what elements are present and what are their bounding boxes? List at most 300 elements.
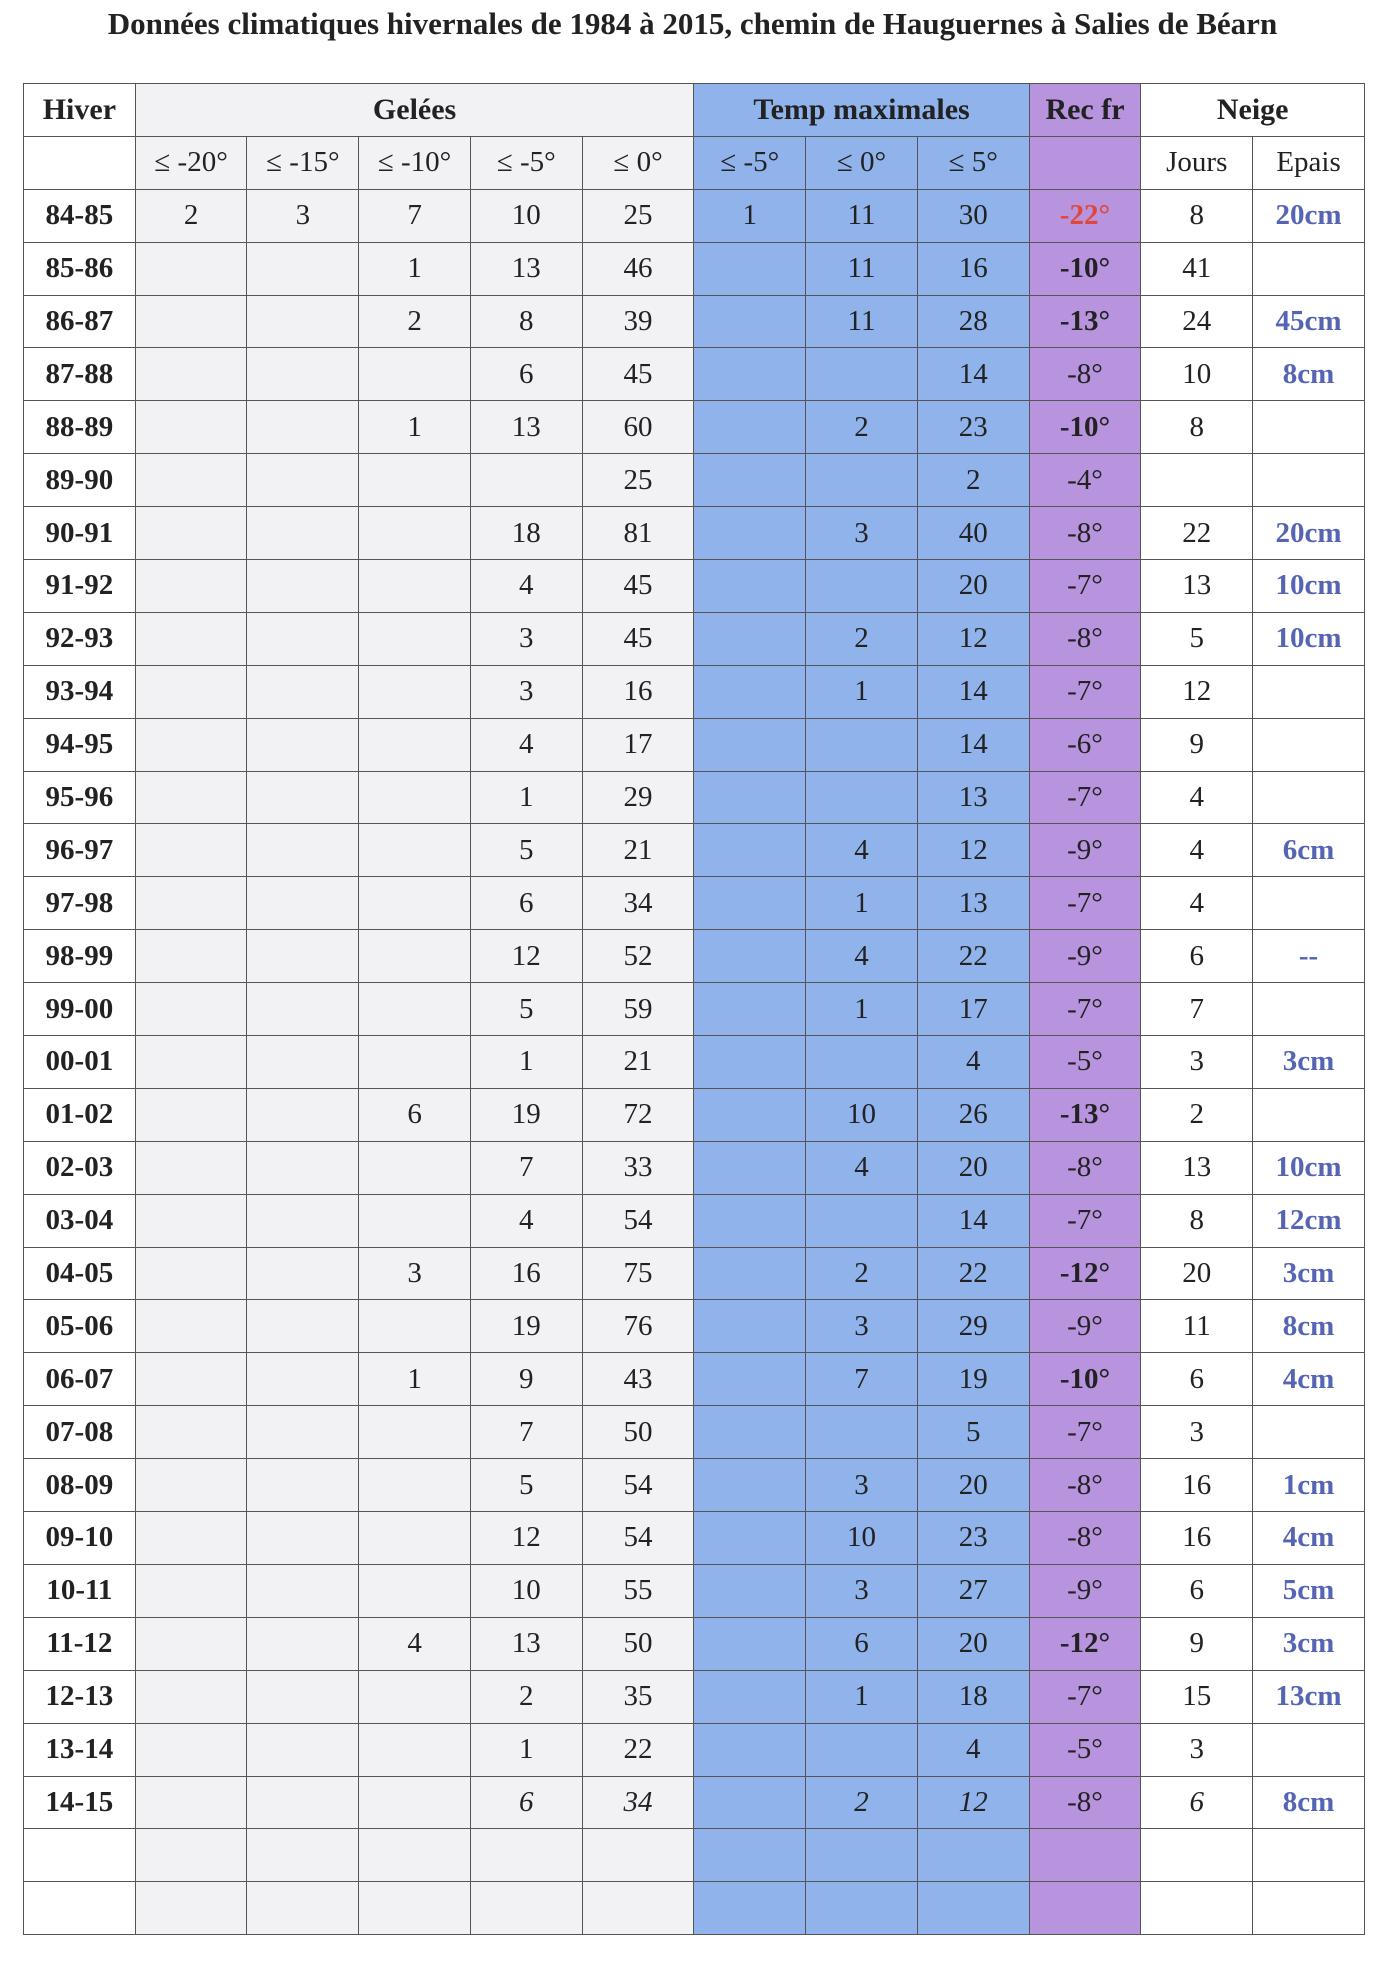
cell-gel-15 <box>247 877 359 930</box>
cell-hiver: 14-15 <box>24 1776 136 1829</box>
cell-rec-fr: -10° <box>1029 242 1141 295</box>
cell-rec-fr <box>1029 1882 1141 1935</box>
cell-neige-epais <box>1253 1723 1365 1776</box>
cell-gel-5: 8 <box>470 295 582 348</box>
cell-tmax-5 <box>694 454 806 507</box>
cell-gel-15 <box>247 1459 359 1512</box>
cell-neige-epais <box>1253 877 1365 930</box>
cell-gel-20 <box>135 612 247 665</box>
cell-gel-15 <box>247 983 359 1036</box>
cell-hiver: 02-03 <box>24 1141 136 1194</box>
cell-tmax-p5: 5 <box>917 1406 1029 1459</box>
cell-neige-epais <box>1253 1406 1365 1459</box>
cell-gel-10 <box>359 1829 471 1882</box>
cell-gel-20 <box>135 771 247 824</box>
cell-hiver: 89-90 <box>24 454 136 507</box>
header-gelees: Gelées <box>135 84 694 137</box>
cell-gel-20 <box>135 1459 247 1512</box>
cell-tmax-0: 2 <box>806 1247 918 1300</box>
cell-rec-fr: -8° <box>1029 1459 1141 1512</box>
cell-gel-5: 13 <box>470 1617 582 1670</box>
cell-tmax-p5: 19 <box>917 1353 1029 1406</box>
cell-hiver: 11-12 <box>24 1617 136 1670</box>
table-row <box>24 824 1365 877</box>
cell-neige-jours: 9 <box>1141 718 1253 771</box>
cell-gel-10: 3 <box>359 1247 471 1300</box>
cell-gel-0 <box>582 1882 694 1935</box>
cell-gel-20 <box>135 295 247 348</box>
header-temp-max: Temp maximales <box>694 84 1029 137</box>
cell-gel-5 <box>470 1829 582 1882</box>
cell-gel-20 <box>135 1882 247 1935</box>
cell-hiver: 05-06 <box>24 1300 136 1353</box>
cell-gel-15 <box>247 1670 359 1723</box>
cell-neige-epais <box>1253 1882 1365 1935</box>
cell-gel-0: 25 <box>582 454 694 507</box>
cell-rec-fr: -7° <box>1029 665 1141 718</box>
cell-neige-jours: 41 <box>1141 242 1253 295</box>
header-row <box>24 84 1365 137</box>
cell-tmax-0 <box>806 560 918 613</box>
cell-tmax-0: 3 <box>806 507 918 560</box>
cell-gel-15 <box>247 718 359 771</box>
cell-gel-20 <box>135 1088 247 1141</box>
cell-neige-jours: 10 <box>1141 348 1253 401</box>
cell-gel-5: 13 <box>470 242 582 295</box>
cell-rec-fr: -5° <box>1029 1036 1141 1089</box>
cell-hiver: 06-07 <box>24 1353 136 1406</box>
cell-tmax-5 <box>694 1088 806 1141</box>
cell-hiver: 97-98 <box>24 877 136 930</box>
subheader-gel-0: ≤ 0° <box>582 136 694 189</box>
cell-hiver: 93-94 <box>24 665 136 718</box>
cell-tmax-0: 7 <box>806 1353 918 1406</box>
cell-neige-epais: 20cm <box>1253 507 1365 560</box>
cell-rec-fr: -12° <box>1029 1617 1141 1670</box>
cell-neige-jours: 13 <box>1141 1141 1253 1194</box>
cell-hiver: 07-08 <box>24 1406 136 1459</box>
cell-hiver: 92-93 <box>24 612 136 665</box>
cell-neige-epais <box>1253 1088 1365 1141</box>
cell-hiver: 86-87 <box>24 295 136 348</box>
cell-tmax-0 <box>806 1036 918 1089</box>
table-row <box>24 454 1365 507</box>
cell-tmax-0 <box>806 1829 918 1882</box>
cell-gel-15 <box>247 1406 359 1459</box>
cell-gel-5: 7 <box>470 1406 582 1459</box>
table-row <box>24 1564 1365 1617</box>
table-row <box>24 1512 1365 1565</box>
cell-tmax-5 <box>694 612 806 665</box>
cell-rec-fr: -8° <box>1029 348 1141 401</box>
cell-tmax-0: 1 <box>806 877 918 930</box>
cell-rec-fr: -7° <box>1029 877 1141 930</box>
subheader-row <box>24 136 1365 189</box>
cell-gel-15 <box>247 1882 359 1935</box>
cell-gel-0: 55 <box>582 1564 694 1617</box>
cell-tmax-p5: 17 <box>917 983 1029 1036</box>
table-row <box>24 1194 1365 1247</box>
cell-tmax-0: 11 <box>806 242 918 295</box>
cell-gel-0: 54 <box>582 1194 694 1247</box>
cell-neige-epais <box>1253 983 1365 1036</box>
cell-gel-0: 22 <box>582 1723 694 1776</box>
cell-gel-20 <box>135 1353 247 1406</box>
cell-hiver: 85-86 <box>24 242 136 295</box>
cell-rec-fr: -8° <box>1029 1776 1141 1829</box>
table-row <box>24 1353 1365 1406</box>
cell-tmax-p5: 14 <box>917 718 1029 771</box>
cell-gel-20 <box>135 1141 247 1194</box>
table-row <box>24 1776 1365 1829</box>
cell-gel-20 <box>135 1512 247 1565</box>
cell-tmax-5 <box>694 1882 806 1935</box>
cell-neige-jours: 16 <box>1141 1459 1253 1512</box>
cell-tmax-p5: 28 <box>917 295 1029 348</box>
cell-hiver <box>24 1882 136 1935</box>
cell-rec-fr: -4° <box>1029 454 1141 507</box>
cell-gel-5 <box>470 1882 582 1935</box>
cell-gel-5: 9 <box>470 1353 582 1406</box>
cell-tmax-p5: 14 <box>917 1194 1029 1247</box>
cell-gel-0 <box>582 1829 694 1882</box>
cell-gel-0: 60 <box>582 401 694 454</box>
cell-gel-5: 19 <box>470 1300 582 1353</box>
cell-tmax-5 <box>694 1776 806 1829</box>
cell-gel-0: 33 <box>582 1141 694 1194</box>
cell-neige-epais: 10cm <box>1253 560 1365 613</box>
cell-gel-5: 5 <box>470 983 582 1036</box>
table-row <box>24 1882 1365 1935</box>
cell-gel-0: 76 <box>582 1300 694 1353</box>
cell-gel-15 <box>247 348 359 401</box>
table-row <box>24 295 1365 348</box>
cell-gel-15 <box>247 665 359 718</box>
cell-tmax-5 <box>694 1194 806 1247</box>
table-row <box>24 1617 1365 1670</box>
cell-tmax-p5: 14 <box>917 665 1029 718</box>
cell-gel-5: 4 <box>470 718 582 771</box>
cell-gel-0: 54 <box>582 1512 694 1565</box>
subheader-gel-10: ≤ -10° <box>359 136 471 189</box>
cell-tmax-p5: 40 <box>917 507 1029 560</box>
cell-tmax-p5: 27 <box>917 1564 1029 1617</box>
cell-rec-fr: -22° <box>1029 189 1141 242</box>
cell-gel-10 <box>359 824 471 877</box>
cell-neige-epais: 3cm <box>1253 1617 1365 1670</box>
cell-tmax-5 <box>694 1353 806 1406</box>
cell-neige-epais: 4cm <box>1253 1512 1365 1565</box>
cell-tmax-5 <box>694 1670 806 1723</box>
cell-neige-jours: 3 <box>1141 1406 1253 1459</box>
cell-gel-0: 29 <box>582 771 694 824</box>
cell-neige-jours: 16 <box>1141 1512 1253 1565</box>
cell-gel-5: 1 <box>470 771 582 824</box>
cell-gel-15 <box>247 1776 359 1829</box>
cell-gel-5: 2 <box>470 1670 582 1723</box>
cell-gel-5: 1 <box>470 1036 582 1089</box>
cell-gel-20 <box>135 718 247 771</box>
cell-tmax-p5: 22 <box>917 1247 1029 1300</box>
cell-neige-jours: 2 <box>1141 1088 1253 1141</box>
cell-tmax-0: 3 <box>806 1564 918 1617</box>
cell-gel-5: 3 <box>470 665 582 718</box>
cell-tmax-0: 3 <box>806 1300 918 1353</box>
table-row <box>24 1670 1365 1723</box>
table-row <box>24 1141 1365 1194</box>
cell-tmax-0: 2 <box>806 401 918 454</box>
cell-gel-20 <box>135 1036 247 1089</box>
cell-tmax-p5: 20 <box>917 1617 1029 1670</box>
cell-tmax-0: 4 <box>806 824 918 877</box>
cell-gel-10 <box>359 612 471 665</box>
cell-rec-fr: -7° <box>1029 1670 1141 1723</box>
cell-rec-fr: -10° <box>1029 401 1141 454</box>
cell-tmax-0 <box>806 348 918 401</box>
cell-tmax-p5 <box>917 1829 1029 1882</box>
cell-gel-0: 39 <box>582 295 694 348</box>
cell-gel-5: 10 <box>470 1564 582 1617</box>
cell-gel-10 <box>359 1670 471 1723</box>
header-hiver: Hiver <box>24 84 136 137</box>
cell-neige-epais: 10cm <box>1253 612 1365 665</box>
cell-tmax-p5: 20 <box>917 1141 1029 1194</box>
cell-neige-jours: 6 <box>1141 1776 1253 1829</box>
cell-neige-jours: 12 <box>1141 665 1253 718</box>
subheader-rec <box>1029 136 1141 189</box>
cell-tmax-p5: 18 <box>917 1670 1029 1723</box>
cell-tmax-5 <box>694 877 806 930</box>
cell-gel-5: 7 <box>470 1141 582 1194</box>
cell-gel-10: 2 <box>359 295 471 348</box>
cell-neige-epais <box>1253 718 1365 771</box>
table-row <box>24 771 1365 824</box>
cell-tmax-p5: 16 <box>917 242 1029 295</box>
cell-tmax-0: 4 <box>806 1141 918 1194</box>
table-row <box>24 1300 1365 1353</box>
table-row <box>24 718 1365 771</box>
cell-gel-20 <box>135 983 247 1036</box>
cell-gel-0: 21 <box>582 824 694 877</box>
cell-gel-15 <box>247 242 359 295</box>
cell-gel-5 <box>470 454 582 507</box>
cell-tmax-5 <box>694 930 806 983</box>
cell-tmax-5 <box>694 348 806 401</box>
cell-tmax-0: 10 <box>806 1088 918 1141</box>
cell-tmax-0: 11 <box>806 295 918 348</box>
cell-hiver: 99-00 <box>24 983 136 1036</box>
cell-gel-10 <box>359 1564 471 1617</box>
header-rec-fr: Rec fr <box>1029 84 1141 137</box>
cell-tmax-p5: 2 <box>917 454 1029 507</box>
cell-tmax-p5: 20 <box>917 1459 1029 1512</box>
subheader-jours: Jours <box>1141 136 1253 189</box>
cell-gel-20 <box>135 1617 247 1670</box>
table-row <box>24 1247 1365 1300</box>
cell-gel-20 <box>135 1194 247 1247</box>
cell-gel-10 <box>359 348 471 401</box>
cell-hiver: 98-99 <box>24 930 136 983</box>
cell-neige-jours <box>1141 1882 1253 1935</box>
cell-gel-15 <box>247 771 359 824</box>
table-row <box>24 930 1365 983</box>
cell-gel-15 <box>247 507 359 560</box>
cell-gel-5: 12 <box>470 930 582 983</box>
cell-neige-epais <box>1253 242 1365 295</box>
cell-neige-jours: 20 <box>1141 1247 1253 1300</box>
cell-gel-0: 72 <box>582 1088 694 1141</box>
cell-hiver: 01-02 <box>24 1088 136 1141</box>
cell-gel-5: 13 <box>470 401 582 454</box>
cell-gel-10 <box>359 1300 471 1353</box>
cell-tmax-5 <box>694 1723 806 1776</box>
cell-gel-5: 3 <box>470 612 582 665</box>
cell-tmax-0: 1 <box>806 665 918 718</box>
cell-gel-20 <box>135 1723 247 1776</box>
cell-hiver: 96-97 <box>24 824 136 877</box>
cell-tmax-5 <box>694 1617 806 1670</box>
cell-gel-15 <box>247 1512 359 1565</box>
cell-gel-0: 43 <box>582 1353 694 1406</box>
cell-neige-epais: 3cm <box>1253 1036 1365 1089</box>
cell-neige-epais: 13cm <box>1253 1670 1365 1723</box>
cell-rec-fr: -7° <box>1029 1406 1141 1459</box>
subheader-tmax-0: ≤ 0° <box>806 136 918 189</box>
cell-gel-20 <box>135 242 247 295</box>
cell-hiver: 84-85 <box>24 189 136 242</box>
cell-tmax-0: 2 <box>806 1776 918 1829</box>
table-row <box>24 612 1365 665</box>
cell-gel-15 <box>247 1617 359 1670</box>
cell-rec-fr: -7° <box>1029 1194 1141 1247</box>
cell-tmax-p5: 20 <box>917 560 1029 613</box>
cell-gel-20 <box>135 1406 247 1459</box>
cell-gel-10 <box>359 560 471 613</box>
cell-neige-jours <box>1141 1829 1253 1882</box>
cell-tmax-p5: 13 <box>917 771 1029 824</box>
cell-gel-0: 52 <box>582 930 694 983</box>
cell-gel-10: 6 <box>359 1088 471 1141</box>
cell-gel-15 <box>247 454 359 507</box>
cell-hiver: 04-05 <box>24 1247 136 1300</box>
cell-tmax-0 <box>806 1882 918 1935</box>
cell-neige-epais: 3cm <box>1253 1247 1365 1300</box>
cell-hiver: 00-01 <box>24 1036 136 1089</box>
cell-neige-jours: 6 <box>1141 1353 1253 1406</box>
cell-gel-10 <box>359 1512 471 1565</box>
cell-gel-10 <box>359 718 471 771</box>
cell-neige-epais: 8cm <box>1253 1776 1365 1829</box>
cell-neige-jours: 24 <box>1141 295 1253 348</box>
cell-gel-15 <box>247 1036 359 1089</box>
cell-rec-fr: -12° <box>1029 1247 1141 1300</box>
cell-rec-fr: -13° <box>1029 295 1141 348</box>
cell-gel-20 <box>135 1776 247 1829</box>
cell-neige-epais: 45cm <box>1253 295 1365 348</box>
cell-tmax-5 <box>694 507 806 560</box>
table-row <box>24 507 1365 560</box>
cell-neige-jours: 3 <box>1141 1036 1253 1089</box>
cell-hiver: 13-14 <box>24 1723 136 1776</box>
subheader-hiver-empty <box>24 136 136 189</box>
cell-gel-10 <box>359 1776 471 1829</box>
cell-tmax-5 <box>694 1406 806 1459</box>
cell-neige-jours: 9 <box>1141 1617 1253 1670</box>
cell-tmax-5 <box>694 560 806 613</box>
cell-gel-10 <box>359 1459 471 1512</box>
cell-hiver: 12-13 <box>24 1670 136 1723</box>
cell-gel-20 <box>135 1829 247 1882</box>
cell-hiver: 95-96 <box>24 771 136 824</box>
cell-gel-5: 10 <box>470 189 582 242</box>
cell-gel-5: 4 <box>470 1194 582 1247</box>
subheader-tmax-p5: ≤ 5° <box>917 136 1029 189</box>
cell-tmax-5 <box>694 983 806 1036</box>
cell-hiver: 08-09 <box>24 1459 136 1512</box>
cell-neige-epais: 8cm <box>1253 348 1365 401</box>
cell-gel-20 <box>135 930 247 983</box>
cell-neige-jours: 5 <box>1141 612 1253 665</box>
cell-gel-10: 4 <box>359 1617 471 1670</box>
cell-neige-jours: 7 <box>1141 983 1253 1036</box>
cell-gel-20 <box>135 401 247 454</box>
table-body <box>24 189 1365 1934</box>
cell-gel-0: 35 <box>582 1670 694 1723</box>
cell-rec-fr: -8° <box>1029 507 1141 560</box>
cell-tmax-p5: 26 <box>917 1088 1029 1141</box>
cell-gel-5: 6 <box>470 1776 582 1829</box>
cell-rec-fr: -6° <box>1029 718 1141 771</box>
cell-tmax-5: 1 <box>694 189 806 242</box>
cell-tmax-p5: 13 <box>917 877 1029 930</box>
cell-tmax-5 <box>694 1247 806 1300</box>
cell-gel-15 <box>247 1564 359 1617</box>
climate-table <box>23 83 1365 1935</box>
page-title: Données climatiques hivernales de 1984 à 2015, chemin de Hauguernes à Salies de Béarn <box>107 6 1278 41</box>
table-row <box>24 348 1365 401</box>
cell-gel-15 <box>247 1353 359 1406</box>
cell-neige-jours: 13 <box>1141 560 1253 613</box>
cell-rec-fr: -9° <box>1029 1300 1141 1353</box>
cell-gel-0: 54 <box>582 1459 694 1512</box>
cell-gel-5: 19 <box>470 1088 582 1141</box>
cell-gel-15 <box>247 1141 359 1194</box>
cell-tmax-0: 6 <box>806 1617 918 1670</box>
cell-hiver: 03-04 <box>24 1194 136 1247</box>
table-row <box>24 1036 1365 1089</box>
cell-gel-15 <box>247 1247 359 1300</box>
cell-rec-fr <box>1029 1829 1141 1882</box>
cell-hiver: 94-95 <box>24 718 136 771</box>
cell-neige-epais: 5cm <box>1253 1564 1365 1617</box>
cell-gel-20 <box>135 824 247 877</box>
cell-gel-20 <box>135 1670 247 1723</box>
cell-gel-0: 34 <box>582 877 694 930</box>
cell-gel-10 <box>359 877 471 930</box>
cell-tmax-0 <box>806 1194 918 1247</box>
cell-tmax-p5: 4 <box>917 1036 1029 1089</box>
cell-gel-10 <box>359 983 471 1036</box>
cell-rec-fr: -9° <box>1029 824 1141 877</box>
cell-gel-20 <box>135 560 247 613</box>
cell-gel-20 <box>135 1247 247 1300</box>
cell-tmax-0: 10 <box>806 1512 918 1565</box>
cell-neige-jours: 15 <box>1141 1670 1253 1723</box>
cell-neige-epais: 1cm <box>1253 1459 1365 1512</box>
cell-gel-5: 4 <box>470 560 582 613</box>
cell-gel-20: 2 <box>135 189 247 242</box>
cell-rec-fr: -13° <box>1029 1088 1141 1141</box>
